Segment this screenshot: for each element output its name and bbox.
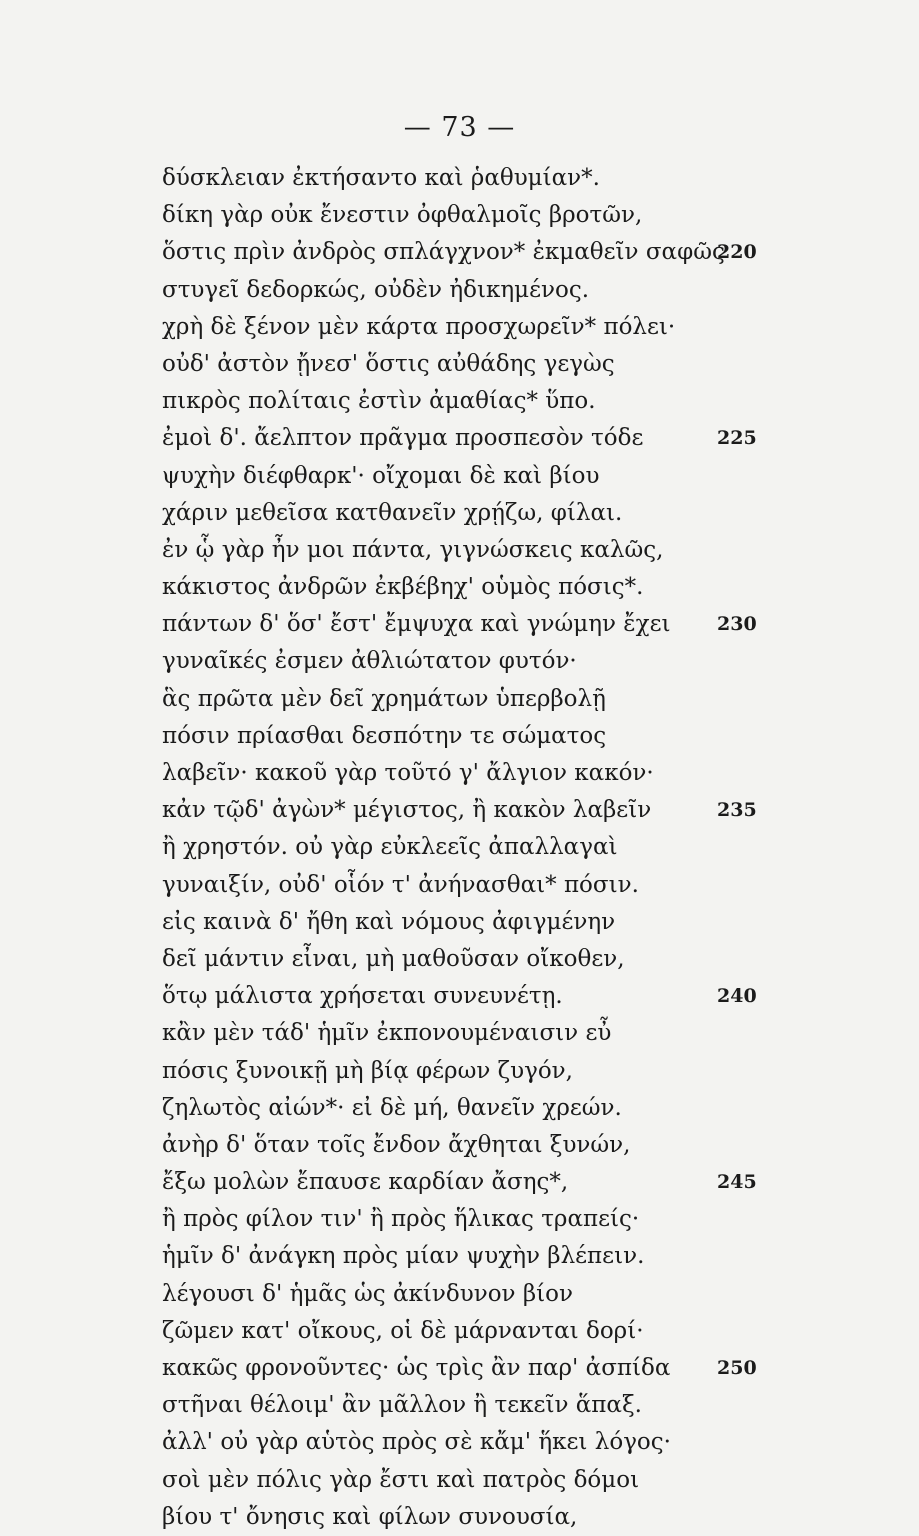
verse-line-text: σοὶ μὲν πόλις γὰρ ἔστι καὶ πατρὸς δόμοι — [162, 1466, 640, 1493]
verse-line — [162, 1462, 662, 1499]
verse-line — [162, 234, 757, 271]
verse-line-text: ὅστις πρὶν ἀνδρὸς σπλάγχνον* ἐκμαθεῖν σαφῶς — [162, 239, 725, 266]
verse-line — [162, 383, 662, 420]
verse-line-text: γυναῖκές ἐσμεν ἀθλιώτατον φυτόν· — [162, 648, 577, 675]
verse-line — [162, 867, 662, 904]
verse-line-text: ἢ πρὸς φίλον τιν' ἢ πρὸς ἥλικας τραπείς· — [162, 1206, 640, 1233]
verse-line-text: ψυχὴν διέφθαρκ'· οἴχομαι δὲ καὶ βίου — [162, 462, 600, 489]
verse-line-text: στυγεῖ δεδορκώς, οὐδὲν ἠδικημένος. — [162, 276, 590, 303]
verse-line-text: κακῶς φρονοῦντες· ὡς τρὶς ἂν παρ' ἀσπίδα — [162, 1355, 671, 1381]
verse-line — [162, 1053, 662, 1090]
verse-line-text: εἰς καινὰ δ' ἤθη καὶ νόμους ἀφιγμένην — [162, 908, 616, 935]
verse-line — [162, 197, 662, 234]
verse-line — [162, 1276, 662, 1313]
verse-line-text: χρὴ δὲ ξένον μὲν κάρτα προσχωρεῖν* πόλει· — [162, 313, 676, 340]
verse-line — [162, 495, 662, 532]
verse-line — [162, 1201, 662, 1238]
verse-line — [162, 1424, 671, 1461]
verse-line-text: πόσιν πρίασθαι δεσπότην τε σώματος — [162, 722, 607, 749]
verse-line-text: πάντων δ' ὅσ' ἔστ' ἔμψυχα καὶ γνώμην ἔχει — [162, 611, 671, 638]
verse-line-text: οὐδ' ἀστὸν ᾔνεσ' ὅστις αὐθάδης γεγὼς — [162, 350, 615, 377]
line-number: 245 — [717, 1171, 757, 1194]
verse-line-text: ἐν ᾧ γὰρ ἦν μοι πάντα, γιγνώσκεις καλῶς, — [162, 536, 664, 563]
verse-line-text: στῆναι θέλοιμ' ἂν μᾶλλον ἢ τεκεῖν ἅπαξ. — [162, 1392, 642, 1419]
verse-line-text: ἔξω μολὼν ἔπαυσε καρδίαν ἄσης*, — [162, 1169, 569, 1196]
verse-line — [162, 829, 662, 866]
verse-line — [162, 1090, 662, 1127]
verse-line-text: γυναιξίν, οὐδ' οἷόν τ' ἀνήνασθαι* πόσιν. — [162, 871, 639, 898]
verse-line-text: δίκη γὰρ οὐκ ἔνεστιν ὀφθαλμοῖς βροτῶν, — [162, 202, 643, 229]
page-number: — 73 — — [403, 112, 516, 143]
verse-line — [162, 792, 757, 829]
verse-line — [162, 1387, 662, 1424]
verse-line — [162, 532, 662, 569]
verse-line — [162, 718, 662, 755]
verse-line — [162, 606, 757, 643]
verse-line — [162, 1127, 662, 1164]
verse-line — [162, 569, 662, 606]
verse-line-text: ζῶμεν κατ' οἴκους, οἱ δὲ μάρνανται δορί· — [162, 1317, 644, 1344]
verse-line — [162, 755, 662, 792]
line-number: 240 — [717, 985, 757, 1008]
verse-line-text: χάριν μεθεῖσα κατθανεῖν χρῄζω, φίλαι. — [162, 499, 623, 526]
verse-line — [162, 1313, 662, 1350]
verse-line — [162, 1238, 662, 1275]
verse-line — [162, 420, 757, 457]
verse-line-text: ἐμοὶ δ'. ἄελπτον πρᾶγμα προσπεσὸν τόδε — [162, 425, 644, 452]
verse-line-text: ἀλλ' οὐ γὰρ αὑτὸς πρὸς σὲ κἄμ' ἥκει λόγος· — [162, 1429, 671, 1456]
line-number: 235 — [717, 799, 757, 822]
verse-line-text: λαβεῖν· κακοῦ γὰρ τοῦτό γ' ἄλγιον κακόν· — [162, 760, 654, 786]
verse-line — [162, 346, 662, 383]
verse-line — [162, 1350, 757, 1387]
verse-line — [162, 643, 662, 680]
verse-line-text: δύσκλειαν ἐκτήσαντο καὶ ῥαθυμίαν*. — [162, 165, 600, 191]
verse-line — [162, 1164, 757, 1201]
verse-line-text: ἃς πρῶτα μὲν δεῖ χρημάτων ὑπερβολῇ — [162, 685, 606, 712]
verse-line — [162, 681, 662, 718]
verse-line-text: λέγουσι δ' ἡμᾶς ὡς ἀκίνδυνον βίον — [162, 1280, 573, 1307]
line-number: 230 — [717, 613, 757, 636]
verse-line-text: πικρὸς πολίταις ἐστὶν ἀμαθίας* ὕπο. — [162, 388, 596, 415]
verse-line-text: κάκιστος ἀνδρῶν ἐκβέβηχ' οὑμὸς πόσις*. — [162, 574, 644, 601]
verse-line-text: κἂν μὲν τάδ' ἡμῖν ἐκπονουμέναισιν εὖ — [162, 1020, 612, 1047]
verse-line — [162, 1015, 662, 1052]
verse-line-text: κἀν τῷδ' ἀγὼν* μέγιστος, ἢ κακὸν λαβεῖν — [162, 797, 652, 824]
line-number: 250 — [717, 1357, 757, 1379]
verse-line-text: ἢ χρηστόν. οὐ γὰρ εὐκλεεῖς ἀπαλλαγαὶ — [162, 834, 618, 861]
line-number: 225 — [717, 427, 757, 450]
verse-line — [162, 272, 662, 309]
verse-line-text: βίου τ' ὄνησις καὶ φίλων συνουσία, — [162, 1503, 578, 1530]
verse-line-text: ζηλωτὸς αἰών*· εἰ δὲ μή, θανεῖν χρεών. — [162, 1094, 622, 1121]
verse-line-text: πόσις ξυνοικῇ μὴ βίᾳ φέρων ζυγόν, — [162, 1057, 573, 1084]
verse-line — [162, 978, 757, 1015]
verse-line-text: ὅτῳ μάλιστα χρήσεται συνευνέτῃ. — [162, 983, 563, 1010]
verse-line-text: ἡμῖν δ' ἀνάγκη πρὸς μίαν ψυχὴν βλέπειν. — [162, 1243, 645, 1270]
verse-line-text: ἀνὴρ δ' ὅταν τοῖς ἔνδον ἄχθηται ξυνών, — [162, 1131, 631, 1158]
line-number: 220 — [717, 241, 757, 264]
verse-line-text: δεῖ μάντιν εἶναι, μὴ μαθοῦσαν οἴκοθεν, — [162, 945, 625, 972]
verse-line — [162, 160, 662, 197]
verse-line — [162, 309, 676, 346]
verse-line — [162, 904, 662, 941]
verse-block — [162, 160, 757, 1536]
verse-line — [162, 941, 662, 978]
verse-line — [162, 458, 662, 495]
verse-line — [162, 1499, 662, 1536]
